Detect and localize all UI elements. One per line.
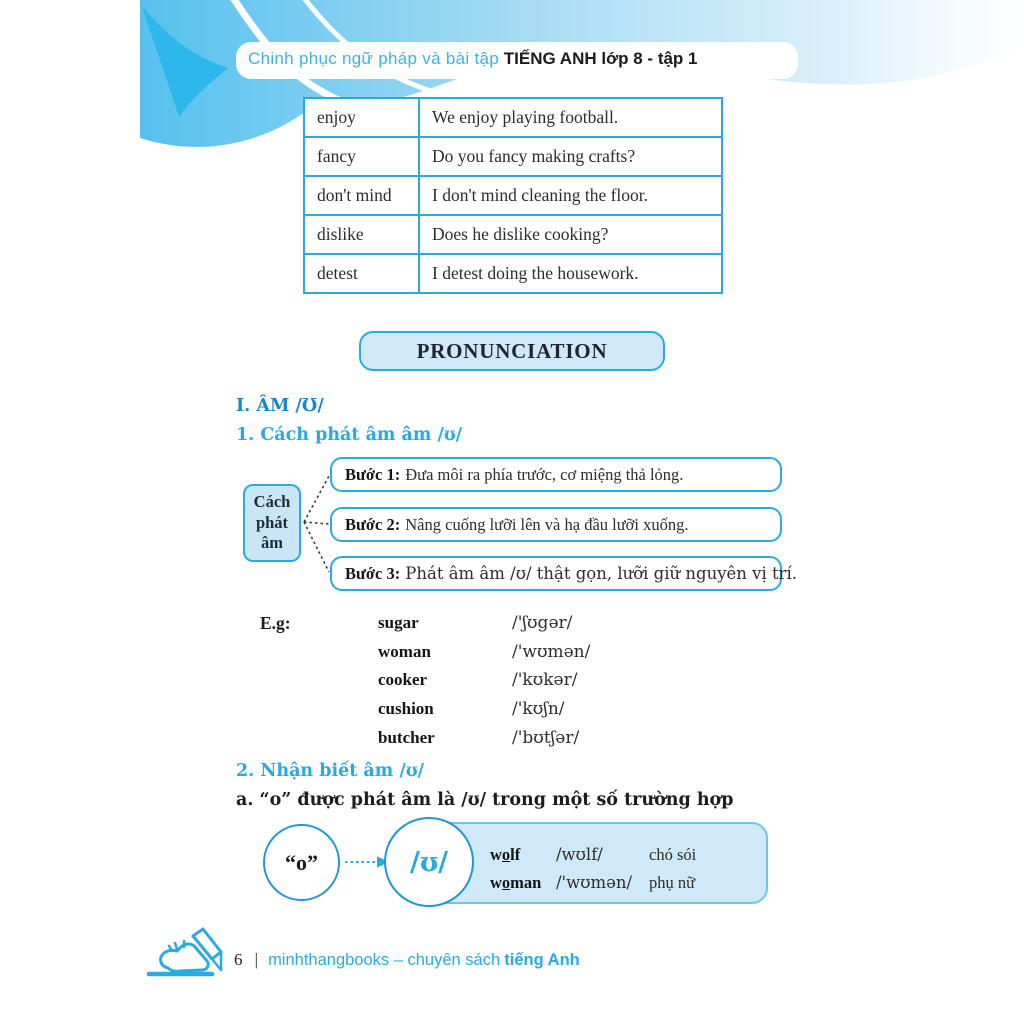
step-2-box xyxy=(330,507,782,542)
mapping-word: woman xyxy=(490,872,542,892)
rule-a-heading: a. “o” được phát âm là /ʊ/ trong một số trường hợp xyxy=(236,790,734,810)
example-word: cooker xyxy=(378,670,428,689)
example-ipa: /'ʃʊgər/ xyxy=(512,613,573,633)
example-cell: I detest doing the housework. xyxy=(419,254,722,293)
table-row xyxy=(304,215,722,254)
example-cell: We enjoy playing football. xyxy=(419,98,722,137)
example-word: sugar xyxy=(378,613,419,632)
mapping-word: wolf xyxy=(490,844,521,864)
step-3-box xyxy=(330,556,798,591)
step-1-box xyxy=(330,457,782,492)
phoneme-circle: /ʊ/ xyxy=(384,817,474,907)
footer-brand-bold: tiếng Anh xyxy=(504,951,580,969)
verb-cell: detest xyxy=(304,254,419,293)
example-ipa: /'bʊtʃər/ xyxy=(512,728,580,748)
step-text: Phát âm âm /ʊ/ thật gọn, lưỡi giữ nguyên vị trí. xyxy=(405,564,798,583)
step-text: Nâng cuống lưỡi lên và hạ đầu lưỡi xuống. xyxy=(405,514,689,534)
mapping-meaning: phụ nữ xyxy=(649,872,696,892)
example-cell: Do you fancy making crafts? xyxy=(419,137,722,176)
footer xyxy=(234,950,580,970)
verb-cell: don't mind xyxy=(304,176,419,215)
mapping-meaning: chó sói xyxy=(649,844,697,864)
writing-hand-icon xyxy=(146,926,234,982)
step-label: Bước 1: xyxy=(345,464,401,484)
table-row xyxy=(304,137,722,176)
mapping-row xyxy=(490,841,696,868)
footer-brand: minhthangbooks – chuyên sách xyxy=(268,951,501,969)
step-text: Đưa môi ra phía trước, cơ miệng thả lỏng. xyxy=(405,464,684,484)
header-series-title: Chinh phục ngữ pháp và bài tập xyxy=(248,49,500,68)
page-header-title xyxy=(248,49,698,69)
step-label: Bước 3: xyxy=(345,563,401,583)
mapping-ipa: /'wʊmən/ xyxy=(556,873,633,892)
pronunciation-banner: PRONUNCIATION xyxy=(359,331,665,371)
table-row xyxy=(304,254,722,293)
eg-label: E.g: xyxy=(260,613,291,633)
table-row xyxy=(304,98,722,137)
example-cell: I don't mind cleaning the floor. xyxy=(419,176,722,215)
verb-cell: dislike xyxy=(304,215,419,254)
section-1-heading: I. ÂM /Ʊ/ xyxy=(236,396,324,416)
mapping-ipa: /wʊlf/ xyxy=(556,845,603,864)
table-row xyxy=(304,176,722,215)
section-2-heading: 2. Nhận biết âm /ʊ/ xyxy=(236,761,425,781)
example-ipa: /'kʊkər/ xyxy=(512,670,578,690)
example-cell: Does he dislike cooking? xyxy=(419,215,722,254)
subsection-1-heading: 1. Cách phát âm âm /ʊ/ xyxy=(236,425,463,445)
example-ipa: /'kʊʃn/ xyxy=(512,699,565,719)
mapping-row xyxy=(490,869,695,896)
letter-o-circle: “o” xyxy=(263,824,340,901)
example-word: butcher xyxy=(378,728,435,747)
step-label: Bước 2: xyxy=(345,514,401,534)
example-ipa: /'wʊmən/ xyxy=(512,642,591,662)
verb-cell: enjoy xyxy=(304,98,419,137)
example-word: woman xyxy=(378,642,431,661)
page-number: 6 xyxy=(234,950,243,969)
footer-separator: | xyxy=(254,950,258,969)
verb-examples-table xyxy=(303,97,723,294)
verb-cell: fancy xyxy=(304,137,419,176)
header-book-title: TIẾNG ANH lớp 8 - tập 1 xyxy=(503,49,698,68)
example-word: cushion xyxy=(378,699,434,718)
method-label-box: Cách phát âm xyxy=(243,484,301,562)
